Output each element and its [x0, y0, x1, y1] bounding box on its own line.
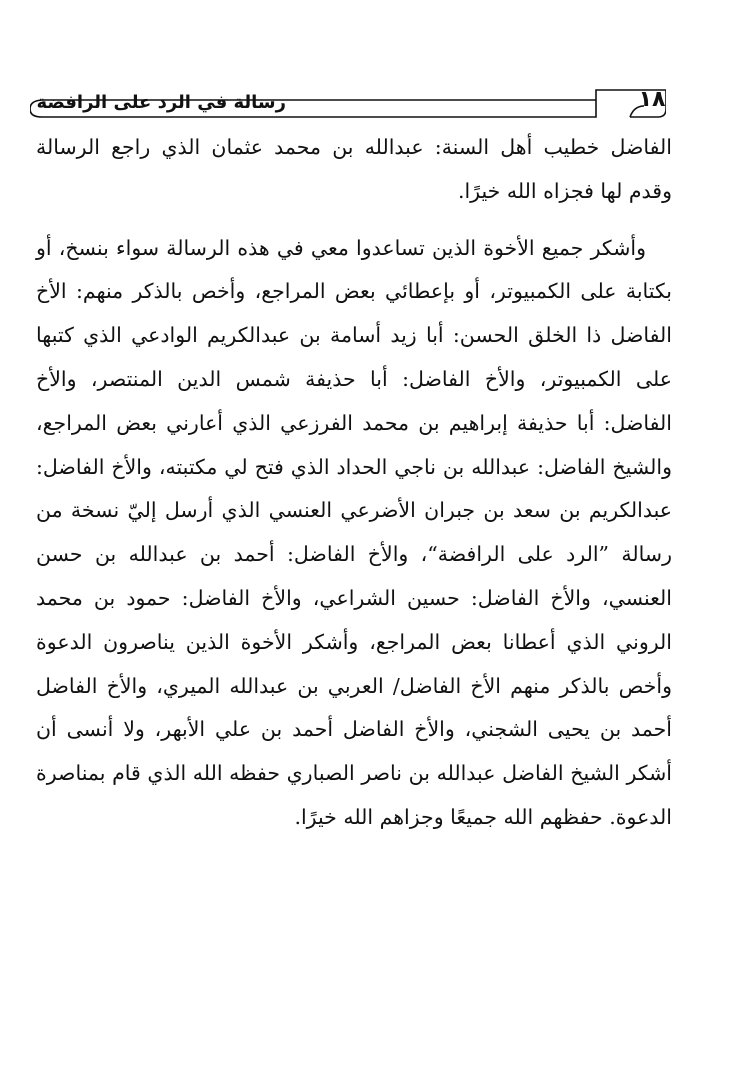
body-text: [36, 126, 672, 840]
paragraph-2: وأشكر جميع الأخوة الذين تساعدوا معي في هذه الرسالة سواء بنسخ، أو بكتابة على الكمبيوتر، أو بإعطائي بعض المراجع، وأخص بالذكر منهم: الأخ الفاضل ذا الخلق الحسن: أبا زيد أسامة بن عبدالكريم الوادعي الذي كتبها على الكمبيوتر، والأخ الفاضل: أبا حذيفة شمس الدين المنتصر، والأخ الفاضل: أبا حذيفة إبراهيم بن محمد الفرزعي الذي أعارني بعض المراجع، والشيخ الفاضل: عبدالله بن ناجي الحداد الذي فتح لي مكتبته، والأخ الفاضل: عبدالكريم بن سعد بن جبران الأضرعي العنسي الذي أرسل إليّ نسخة من رسالة ”الرد على الرافضة“، والأخ الفاضل: أحمد بن عبدالله بن حسن العنسي، والأخ الفاضل: حسين الشراعي، والأخ الفاضل: حمود بن محمد الروني الذي أعطانا بعض المراجع، وأشكر الأخوة الذين يناصرون الدعوة وأخص بالذكر منهم الأخ الفاضل/ العربي بن عبدالله الميري، والأخ الفاضل أحمد بن يحيى الشجني، والأخ الفاضل أحمد بن علي الأبهر، ولا أنسى أن أشكر الشيخ الفاضل عبدالله بن ناصر الصباري حفظه الله الذي قام بمناصرة الدعوة. حفظهم الله جميعًا وجزاهم الله خيرًا.: [36, 235, 672, 829]
page-number: ١٨: [638, 87, 666, 112]
page-header: [30, 84, 666, 118]
paragraph-1: الفاضل خطيب أهل السنة: عبدالله بن محمد عثمان الذي راجع الرسالة وقدم لها فجزاه الله خيرًا.: [36, 135, 672, 203]
running-title: رسالة في الرد على الرافضة: [36, 92, 286, 113]
